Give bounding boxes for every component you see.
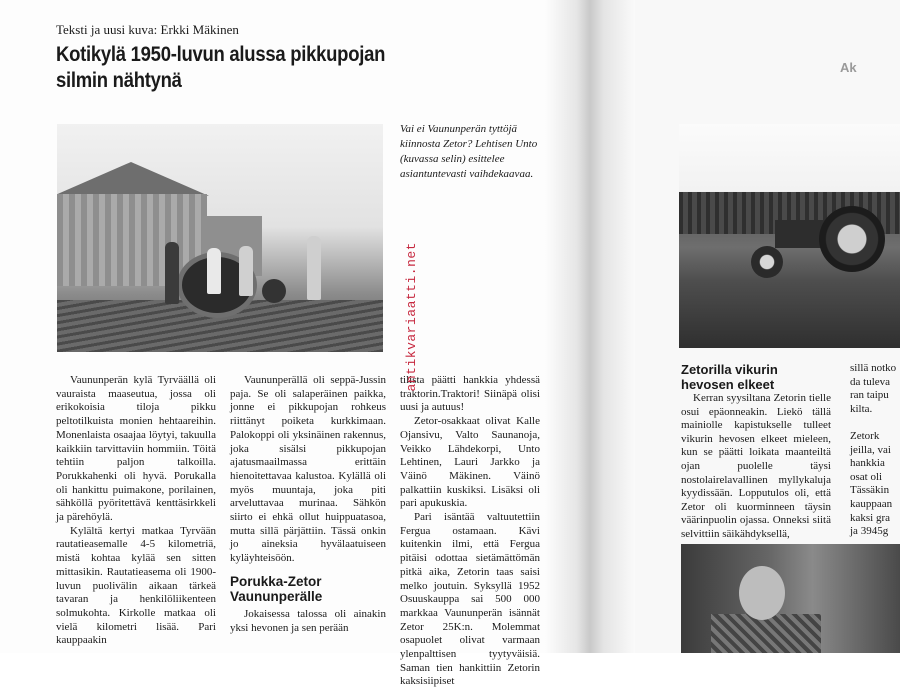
text-column-2 [230, 374, 386, 635]
text-fragment: hankkia [850, 457, 885, 470]
checkered-shirt [711, 614, 821, 653]
text-fragment: kauppaan [850, 497, 893, 510]
tractor-front-wheel [262, 279, 286, 303]
byline: Teksti ja uusi kuva: Erkki Mäkinen [56, 22, 239, 37]
text-fragment: jeilla, vai [850, 443, 891, 456]
person [307, 236, 321, 300]
paragraph: Zetor-osakkaat olivat Kalle Ojansivu, Valto Saunanoja, Veikko Lähdekorpi, Unto Lehtinen, Lauri Jarkko ja Väinö Mäkinen. Väinö palkattiin kuskiksi. Lisäksi oli pari apukuskia. [400, 415, 540, 510]
paragraph: Vaununperän kylä Tyrväällä oli vauraista maaseutua, jossa oli erikokoisia tiloja pikku peltotilkuista monien hehtaareihin. Monenlaista osaajaa löytyi, takuulla kaikkiin tarvittaviin hommiin. Töitä tehtiin paljon talkoilla. Porukkahenki oli hyvä. Porukalla oli hankittu puimakone, porilainen, sähköllä pyöritettävä kenttäsirkkeli ja pärehöylä. [56, 374, 216, 524]
plowing-tractor-photo [679, 124, 900, 348]
book-gutter [545, 0, 635, 653]
text-fragment: Tässäkin [850, 484, 890, 497]
paragraph: Jokaisessa talossa oli ainakin yksi hevonen ja sen perään [230, 607, 386, 634]
right-page-header-fragment: Ak [840, 60, 857, 75]
tractor-front-wheel [751, 246, 783, 278]
text-fragment: sillä notko [850, 362, 897, 374]
paragraph: Kylältä kertyi matkaa Tyrvään rautatieasemalle 4-5 kilometriä, mistä kohtaa kylää sen sitten mittasikin. Rautatieasema oli 1900-luvun puolivälin aikaan tärkeä tavaran ja henkilöliikenteen solmukohta. Kirkolle matkaa oli vielä kilometri lisää. Pari kauppaakin [56, 524, 216, 647]
portrait-photo [681, 544, 900, 653]
title-line-2: silmin nähtynä [56, 69, 182, 92]
article-title [56, 42, 408, 94]
right-subheading: Zetorilla vikurin hevosen elkeet [681, 362, 778, 392]
right-text-column [681, 392, 831, 542]
photo-caption: Vai ei Vaununperän tyttöjä kiinnosta Zetor? Lehtisen Unto (kuvassa selin) esittelee asiantuntevasti vaihdekaavaa. [400, 123, 538, 180]
text-column-1 [56, 374, 216, 648]
paragraph: Vaununperällä oli seppä-Jussin paja. Se oli salaperäinen paikka, jonne ei pikkupojan rohkeus riittänyt poiketa kurkkimaan. Palokoppi oli yksinäinen rakennus, joka sisälsi pikkupojan ajatusmaailmassa erittäin hienoitettavaa kalustoa. Kylällä oli myös muuntaja, joka piti arveluttavaa murinaa. Sähkön siirto ei ehkä ollut huippuatasoa, mutta sillä pärjättiin. Tässä onkin jo aineksia hyvälaatuiseen kyläyhteisöön. [230, 374, 386, 565]
farm-tractor-photo [57, 124, 383, 352]
text-fragment: osat oli [850, 470, 883, 483]
text-fragment [850, 416, 900, 430]
subheading: Porukka-Zetor Vaununperälle [230, 573, 323, 604]
text-fragment: da tuleva [850, 375, 891, 388]
text-fragment: ran taipu [850, 389, 889, 402]
paragraph: tilista päätti hankkia yhdessä traktorin.Traktori! Siinäpä olisi uusi ja autuus! [400, 374, 540, 414]
barn-roof [57, 162, 209, 196]
person [239, 246, 253, 296]
text-column-3 [400, 374, 540, 689]
far-right-column-fragment [850, 362, 900, 539]
text-fragment: Zetork [850, 429, 880, 442]
person [165, 242, 179, 304]
text-fragment: kilta. [850, 402, 873, 415]
tractor-rear-wheel [819, 206, 885, 272]
paragraph: Pari isäntää valtuutettiin Fergua ostamaan. Kävi kuitenkin ilmi, että Fergua pitäisi odottaa sietämättömän pitkä aika, Zetorin taas saisi melko joutuin. Syksyllä 1952 Osuuskauppa sai 500 000 markkaa Vaununperän isännät Zetor 25K:n. Molemmat osapuolet olivat varmaan ylenpalttisen tyytyväisiä. Saman tien hankittiin Zetorin kaksisiipiset [400, 511, 540, 688]
text-fragment: ja 3945g [850, 525, 889, 538]
title-line-1: Kotikylä 1950-luvun alussa pikkupojan [56, 43, 386, 66]
paragraph: Kerran syysiltana Zetorin tielle osui epäonneakin. Liekö tällä mainiolle kapistukselle tulleet vikurin hevosen elkeet mieleen, kun se päätti loikata maanteiltä ojan puolelle täysi nostolairelavallinen myllykaluja kyydissään. Lopputulos oli, että Zetor oli kuorminneen täysin väärinpuolin ojassa. Onneksi siitä selvittiin säikähdyksellä, [681, 392, 831, 540]
watermark: antikvariaatti.net [404, 242, 419, 392]
text-fragment: kaksi gra [850, 511, 891, 524]
person [207, 248, 221, 294]
man-head [739, 566, 785, 620]
